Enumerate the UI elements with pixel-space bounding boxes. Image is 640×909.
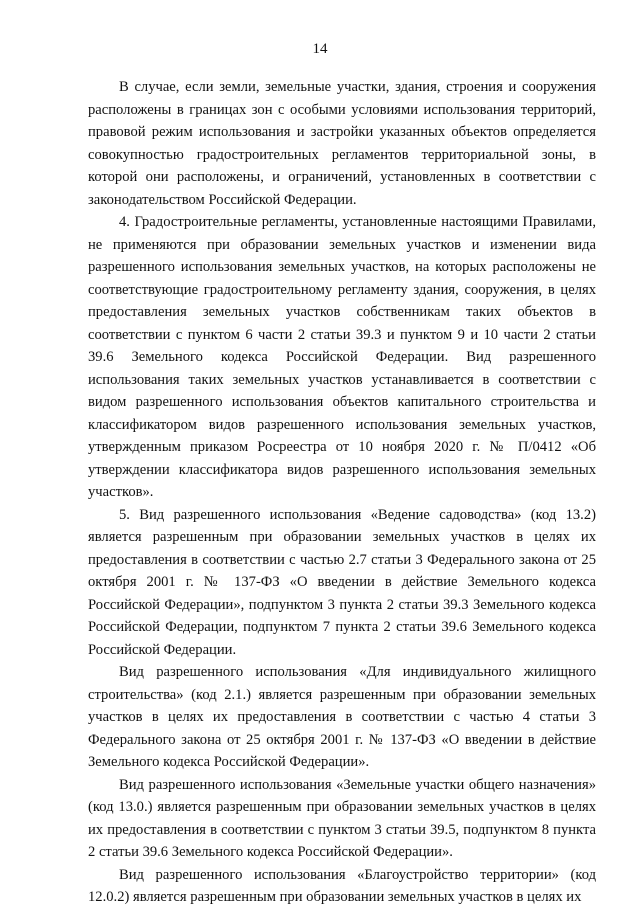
paragraph-6: Вид разрешенного использования «Благоустройство территории» (код 12.0.2) является разрешенным при образовании земельных участков в целях их <box>88 866 596 905</box>
paragraph-5: Вид разрешенного использования «Земельные участки общего назначения» (код 13.0.) является разрешенным при образовании земельных участков в целях их предоставления в соответствии с пунктом 3 статьи 39.5, подпунктом 8 пункта 2 статьи 39.6 Земельного кодекса Российской Федерации». <box>88 776 596 860</box>
paragraph-2: 4. Градостроительные регламенты, установленные настоящими Правилами, не применяются при образовании земельных участков и изменении вида разрешенного использования земельных участков, на которых расположены не соответствующие градостроительному регламенту здания, сооружения, в целях предоставления земельных участков собственникам таких объектов в соответствии с пунктом 6 части 2 статьи 39.3 и пунктом 9 и 10 части 2 статьи 39.6 Земельного кодекса Российской Федерации. Вид разрешенного использования таких земельных участков устанавливается в соответствии с видом разрешенного использования объектов капитального строительства и классификатором видов разрешенного использования земельных участков, утвержденным приказом Росреестра от 10 ноября 2020 г. № П/0412 «Об утверждении классификатора видов разрешенного использования земельных участков». <box>88 214 596 500</box>
paragraph-3: 5. Вид разрешенного использования «Ведение садоводства» (код 13.2) является разрешенным при образовании земельных участков в целях их предоставления в соответствии с частью 2.7 статьи 3 Федерального закона от 25 октября 2001 г. № 137-ФЗ «О введении в действие Земельного кодекса Российской Федерации», подпунктом 3 пункта 2 статьи 39.3 Земельного кодекса Российской Федерации, подпунктом 7 пункта 2 статьи 39.6 Земельного кодекса Российской Федерации. <box>88 506 596 658</box>
document-body <box>88 76 596 909</box>
paragraph-4: Вид разрешенного использования «Для индивидуального жилищного строительства» (код 2.1.) является разрешенным при образовании земельных участков в целях их предоставления в соответствии с частью 4 статьи 3 Федерального закона от 25 октября 2001 г. № 137-ФЗ «О введении в действие Земельного кодекса Российской Федерации». <box>88 664 596 770</box>
paragraph-1: В случае, если земли, земельные участки, здания, строения и сооружения расположены в границах зон с особыми условиями использования территорий, правовой режим использования и застройки указанных объектов определяется совокупностью градостроительных регламентов территориальной зоны, в которой они расположены, и ограничений, установленных в соответствии с законодательством Российской Федерации. <box>88 79 596 208</box>
page-number: 14 <box>312 41 328 57</box>
